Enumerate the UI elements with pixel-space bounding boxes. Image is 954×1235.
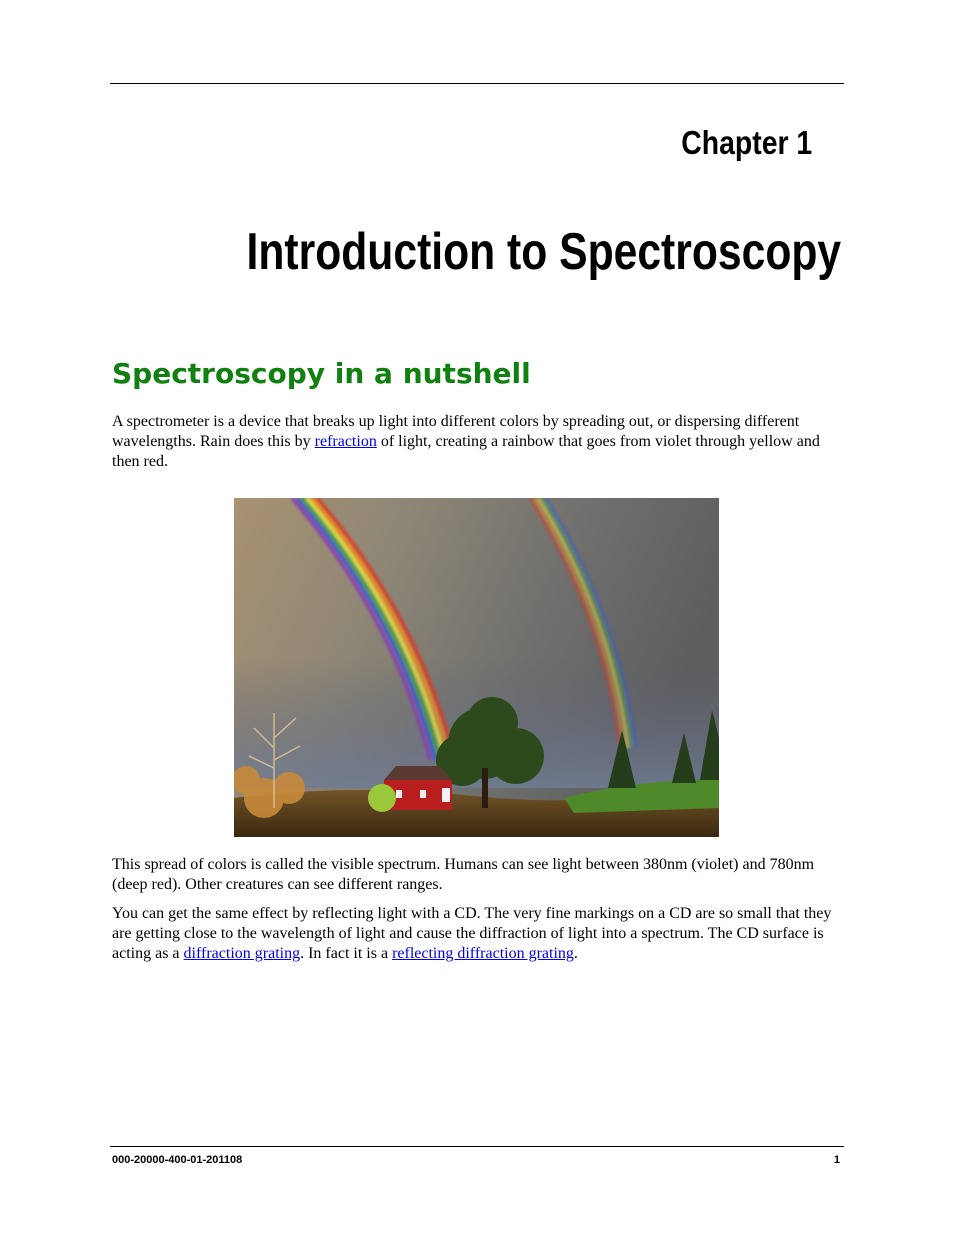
chapter-title: Introduction to Spectroscopy [246,223,841,281]
refraction-link[interactable]: refraction [314,433,377,450]
intro-paragraph [112,412,847,472]
reflecting-diffraction-grating-link[interactable]: reflecting diffraction grating [392,945,574,962]
text-span: A spectrometer is a device that breaks up light into different colors by spreading out, or dispersing different wavelengths. Rain does this by [112,413,800,450]
footer-page-number: 1 [833,1154,840,1166]
chapter-label: Chapter 1 [681,124,812,161]
footer-rule [110,1146,844,1147]
spectrum-paragraph: This spread of colors is called the visible spectrum. Humans can see light between 380nm (violet) and 780nm (deep red). Other creatures can see different ranges. [112,856,815,893]
text-span: of light, creating a rainbow that goes from violet through yellow and then red. [112,433,820,470]
cd-paragraph [112,904,847,964]
text-span: You can get the same effect by reflecting light with a CD. The very fine markings on a CD are so small that they are getting close to the wavelength of light and cause the diffraction of light into a spectrum. The CD surface is acting as a [112,905,832,962]
section-heading: Spectroscopy in a nutshell [112,357,531,390]
rainbow-photo [234,498,719,837]
header-rule [110,83,844,84]
text-span: . [573,945,578,962]
text-span: . In fact it is a [300,945,393,962]
diffraction-grating-link[interactable]: diffraction grating [183,945,301,962]
footer-document-id: 000-20000-400-01-201108 [112,1154,243,1166]
